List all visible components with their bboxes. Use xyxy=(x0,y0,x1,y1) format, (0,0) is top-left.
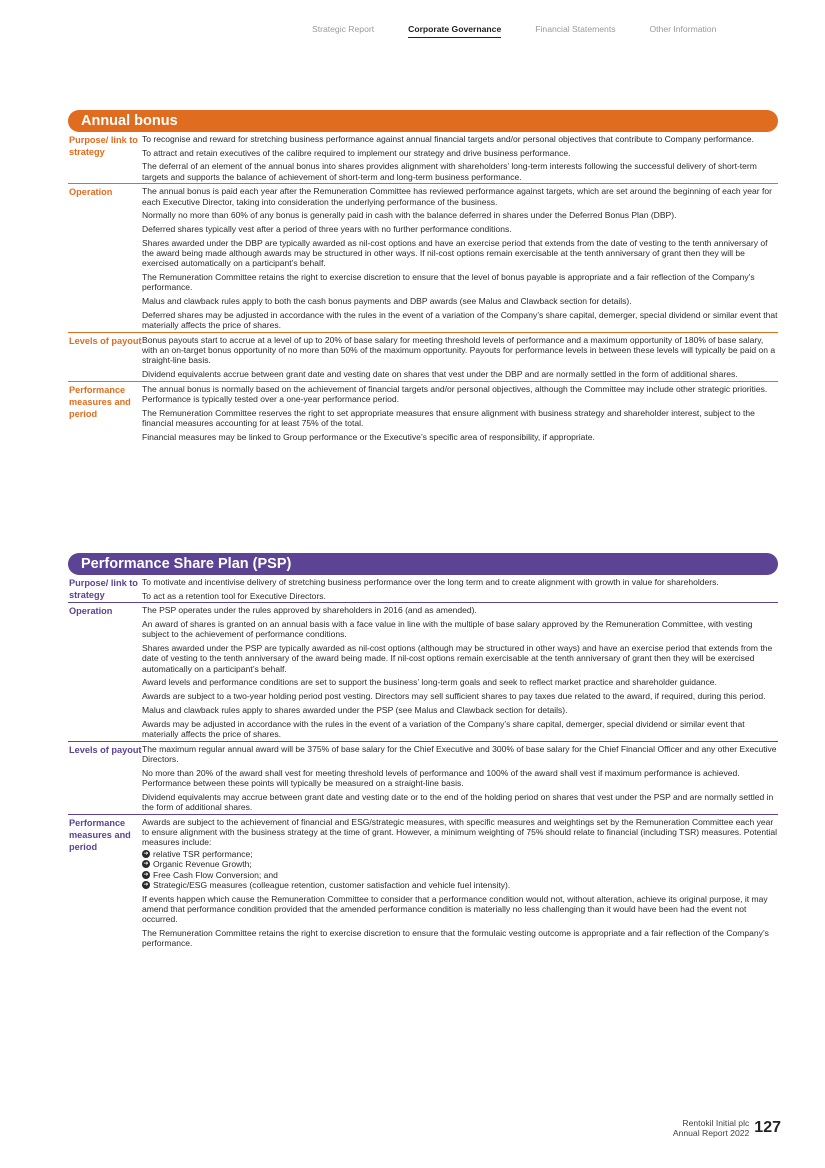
nav-other-information[interactable]: Other Information xyxy=(649,24,717,34)
annual-bonus-title: Annual bonus xyxy=(68,110,778,132)
paragraph: If events happen which cause the Remuneration Committee to consider that a performance condition would not, without alteration, achieve its original purpose, it may amend that performance condition provided that the amended performance condition is materially no less challenging than it would have been had the event not occurred. xyxy=(142,893,768,925)
nav-strategic-report[interactable]: Strategic Report xyxy=(312,24,375,34)
paragraph: The Remuneration Committee retains the right to exercise discretion to ensure that the level of bonus payable is appropriate and a fair reflection of the Company’s performance. xyxy=(142,272,755,293)
row-content xyxy=(142,603,778,740)
row-content xyxy=(142,382,778,444)
paragraph: To act as a retention tool for Executive Directors. xyxy=(142,590,326,601)
paragraph: An award of shares is granted on an annual basis with a face value in line with the multiple of base salary approved by the Remuneration Committee, with vesting subject to the achievement of performance conditions. xyxy=(142,619,753,640)
list-item: ➜ Free Cash Flow Conversion; and xyxy=(143,869,278,880)
row-label: Purpose/ link to strategy xyxy=(69,135,138,157)
arrow-right-circle-icon: ➜ xyxy=(143,861,149,868)
row-label: Operation xyxy=(69,187,113,198)
row-content xyxy=(142,333,778,381)
paragraph: Shares awarded under the DBP are typically awarded as nil-cost options and have an exercise period that extends from the date of vesting to the tenth anniversary of the award being made although awards may be structured in other ways. If nil-cost options remain exercisable at the tenth anniversary of grant then they will be exercised automatically on a participant’s behalf. xyxy=(142,237,768,269)
row-label: Purpose/ link to strategy xyxy=(69,578,138,600)
paragraph: To attract and retain executives of the calibre required to implement our strategy and drive business performance. xyxy=(142,147,571,158)
paragraph: The maximum regular annual award will be 375% of base salary for the Chief Executive and 300% of base salary for the Chief Financial Officer and any other Executive Directors. xyxy=(142,743,777,764)
row-content xyxy=(142,742,778,814)
paragraph: Shares awarded under the PSP are typically awarded as nil-cost options (although may be structured in other ways) and have an exercise period that extends from the date of vesting to the tenth anniversary of the award being made. If nil-cost options remain exercisable at the tenth anniversary of grant then they will be exercised automatically on a participant’s behalf. xyxy=(142,643,773,674)
paragraph: To recognise and reward for stretching business performance against annual financial targets and/or personal objectives that contribute to Company performance. xyxy=(142,134,754,144)
paragraph: Financial measures may be linked to Group performance or the Executive’s specific area of responsibility, if appropriate. xyxy=(142,431,595,442)
paragraph: The PSP operates under the rules approved by shareholders in 2016 (and as amended). xyxy=(142,605,477,616)
paragraph: Deferred shares may be adjusted in accordance with the rules in the event of a variation of the Company’s share capital, demerger, special dividend or similar event that materially affects the price of shares. xyxy=(142,309,778,331)
paragraph: The annual bonus is paid each year after the Remuneration Committee has reviewed performance against targets, which are set around the beginning of each year for each Executive Director, taking into consideration the underlying performance of the business. xyxy=(142,186,772,207)
paragraph: Awards are subject to the achievement of financial and ESG/strategic measures, with specific measures and weightings set by the Remuneration Committee each year to ensure alignment with the business strategy at the time of grant. However, a minimum weighting of 75% should relate to financial (including TSR) measures. Potential measures include: xyxy=(142,816,778,848)
row-label: Levels of payout xyxy=(69,744,142,755)
list-item: ➜ Organic Revenue Growth; xyxy=(143,859,252,870)
paragraph: Bonus payouts start to accrue at a level of up to 20% of base salary for meeting threshold levels of performance and a maximum opportunity of 180% of base salary, with an on-target bonus opportunity of no more than 50% of the maximum opportunity. Payouts for performance levels in between these levels will typically be paid on a straight-line basis. xyxy=(142,334,776,366)
row-label: Performance measures and period xyxy=(69,384,131,419)
paragraph: The deferral of an element of the annual bonus into shares provides alignment with shareholders’ long-term interests following the successful delivery of short-term targets and supports the balance of achievement of short-term and long-term business performance. xyxy=(142,161,757,182)
table-row xyxy=(68,381,778,444)
paragraph: Malus and clawback rules apply to both the cash bonus payments and DBP awards (see Malus and Clawback section for details). xyxy=(142,296,632,307)
arrow-right-circle-icon: ➜ xyxy=(143,851,149,858)
paragraph: Deferred shares typically vest after a period of three years with no further performance conditions. xyxy=(142,224,512,235)
table-row xyxy=(68,741,778,814)
table-row xyxy=(68,183,778,331)
paragraph: The Remuneration Committee reserves the right to set appropriate measures that ensure alignment with business strategy and shareholder interest, subject to the financial measures accounting for at least 75% of the total. xyxy=(142,407,755,429)
paragraph: No more than 20% of the award shall vest for meeting threshold levels of performance and 100% of the award shall vest if maximum performance is achieved. Performance between these points will typically be measured on a straight-line basis. xyxy=(142,767,740,788)
row-label: Levels of payout xyxy=(69,335,142,346)
paragraph: The Remuneration Committee retains the right to exercise discretion to ensure that the formulaic vesting outcome is appropriate and a fair reflection of the Company’s performance. xyxy=(142,927,769,949)
list-item: ➜ Strategic/ESG measures (colleague retention, customer satisfaction and vehicle fuel intensity). xyxy=(143,879,511,890)
page-number: 127 xyxy=(754,1119,781,1136)
row-label: Performance measures and period xyxy=(69,817,131,852)
paragraph: Award levels and performance conditions are set to support the business’ long-term goals and seek to reflect market practice and shareholder guidance. xyxy=(142,677,717,688)
row-content xyxy=(142,815,778,950)
measures-list xyxy=(142,849,778,890)
row-content xyxy=(142,132,778,183)
active-nav-underline xyxy=(408,37,501,38)
top-navigation xyxy=(312,24,755,36)
psp-section xyxy=(68,553,778,950)
table-row xyxy=(68,575,778,602)
paragraph: Awards may be adjusted in accordance with the rules in the event of a variation of the Company’s share capital, demerger, special dividend or similar event that materially affects the price of shares. xyxy=(142,718,745,739)
arrow-right-circle-icon: ➜ xyxy=(143,871,149,878)
paragraph: Malus and clawback rules apply to shares awarded under the PSP (see Malus and Clawback section for details). xyxy=(142,704,568,715)
table-row xyxy=(68,602,778,740)
annual-bonus-section xyxy=(68,110,778,444)
arrow-right-circle-icon: ➜ xyxy=(143,882,149,889)
row-content xyxy=(142,184,778,331)
table-row xyxy=(68,132,778,183)
psp-title: Performance Share Plan (PSP) xyxy=(68,553,778,575)
nav-financial-statements[interactable]: Financial Statements xyxy=(535,24,616,34)
nav-corporate-governance[interactable]: Corporate Governance xyxy=(408,24,501,36)
paragraph: Awards are subject to a two-year holding period post vesting. Directors may sell sufficient shares to pay taxes due related to the award, if required, during this period. xyxy=(142,691,766,702)
report-name: Rentokil Initial plc Annual Report 2022 xyxy=(672,1118,750,1138)
paragraph: Normally no more than 60% of any bonus is generally paid in cash with the balance deferred in shares under the Deferred Bonus Plan (DBP). xyxy=(142,210,677,221)
table-row xyxy=(68,814,778,950)
paragraph: Dividend equivalents may accrue between grant date and vesting date or to the end of the holding period on shares that vest under the PSP and are normally settled in the form of additional shares. xyxy=(142,791,774,812)
list-item: ➜ relative TSR performance; xyxy=(143,849,253,860)
paragraph: Dividend equivalents accrue between grant date and vesting date on shares that vest under the DBP and are normally settled in the form of additional shares. xyxy=(142,369,738,380)
page-footer xyxy=(673,1118,781,1138)
paragraph: To motivate and incentivise delivery of stretching business performance over the long term and to create alignment with growth in value for shareholders. xyxy=(142,577,719,587)
paragraph: The annual bonus is normally based on the achievement of financial targets and/or personal objectives, although the Committee may include other strategic priorities. Performance is typically tested over a one-year performance period. xyxy=(142,383,768,405)
row-label: Operation xyxy=(69,606,113,617)
row-content xyxy=(142,575,778,602)
table-row xyxy=(68,332,778,381)
